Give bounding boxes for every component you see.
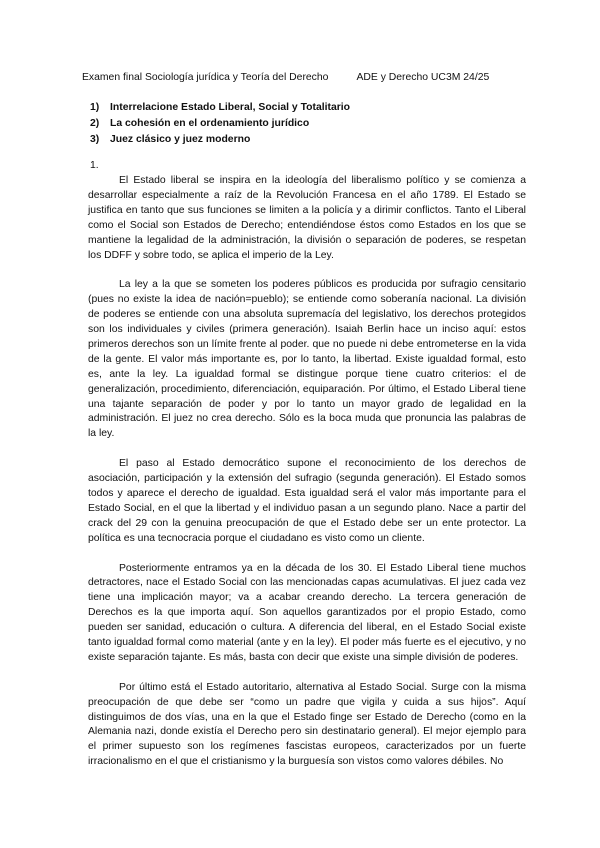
body-paragraph: Por último está el Estado autoritario, alternativa al Estado Social. Surge con la misma preocupación de que debe ser “como un padre que vigila y cuida a sus hijos”. Aquí distinguimos de dos vías, una en la que el Estado finge ser Estado de Derecho (como en la Alemania nazi, donde existía el Derecho pero sin destinatario general). El mejor ejemplo para el primer supuesto son los regímenes fascistas europeos, caracterizados por un fuerte irracionalismo en el que el cristianismo y la burguesía son vistos como valores débiles. No: [88, 681, 526, 768]
topic-item: [90, 100, 350, 116]
topic-item: [90, 116, 350, 132]
document-header: [82, 72, 550, 83]
body-paragraph: La ley a la que se someten los poderes públicos es producida por sufragio censitario (pues no existe la idea de nación=pueblo); se entiende como soberanía nacional. La división de poderes se entiende con una absoluta supremacía del legislativo, los derechos protegidos son los individuales y civiles (primera generación). Isaiah Berlin hace un inciso aquí: estos primeros derechos son un límite frente al poder. que no puede ni debe entrometerse en la vida de la gente. El valor más importante es, por lo tanto, la libertad. Existe igualdad formal, esto es, ante la ley. La igualdad formal se distingue porque tiene cuatro criterios: el de generalización, procedimiento, diferenciación, equiparación. Por último, el Estado Liberal tiene una tajante separación de poder y por lo tanto un mayor grado de legalidad en la administración. El juez no crea derecho. Sólo es la boca muda que pronuncia las palabras de la ley.: [88, 279, 526, 440]
topic-label: La cohesión en el ordenamiento jurídico: [110, 118, 310, 129]
topic-number: 1): [90, 102, 100, 113]
answer-body: [88, 174, 526, 770]
topic-label: Interrelacione Estado Liberal, Social y Totalitario: [110, 102, 351, 113]
topic-number: 3): [90, 134, 100, 145]
topic-list: [90, 100, 350, 148]
topic-item: [90, 132, 350, 148]
section-number: 1.: [90, 160, 99, 171]
course-label: ADE y Derecho UC3M 24/25: [356, 72, 490, 83]
body-paragraph: El paso al Estado democrático supone el reconocimiento de los derechos de asociación, participación y la extensión del sufragio (segunda generación). El Estado somos todos y aparece el derecho de igualdad. Esta igualdad será el valor más importante para el Estado Social, en el que la libertad y el individuo pasan a un segundo plano. Nace a partir del crack del 29 con la genuina preocupación de que el Estado debe ser un ente protector. La política es una tecnocracia porque el ciudadano es visto como un cliente.: [88, 458, 526, 544]
body-paragraph: Posteriormente entramos ya en la década de los 30. El Estado Liberal tiene muchos detractores, nace el Estado Social con las mencionadas capas acumulativas. El juez cada vez tiene una implicación mayor; va a acabar creando derecho. La tercera generación de Derechos es la que importa aquí. Son aquellos garantizados por el propio Estado, como pueden ser sanidad, educación o cultura. A diferencia del liberal, en el Estado Social existe tanto igualdad formal como material (ante y en la ley). El poder más fuerte es el ejecutivo, y no existe separación tajante. Es más, basta con decir que existe una simple división de poderes.: [88, 562, 526, 663]
topic-label: Juez clásico y juez moderno: [110, 134, 251, 145]
body-paragraph: El Estado liberal se inspira en la ideología del liberalismo político y se comienza a desarrollar especialmente a raíz de la Revolución Francesa en el año 1789. El Estado se justifica en tanto que sus funciones se limiten a la policía y a dirimir conflictos. Tanto el Liberal como el Social son Estados de Derecho; entendiéndose éstos como Estados en los que se mantiene la legalidad de la administración, la división o separación de poderes, se respetan los DDFF y sobre todo, se aplica el imperio de la Ley.: [88, 175, 526, 261]
topic-number: 2): [90, 118, 100, 129]
exam-title: Examen final Sociología jurídica y Teoría del Derecho: [82, 72, 329, 83]
